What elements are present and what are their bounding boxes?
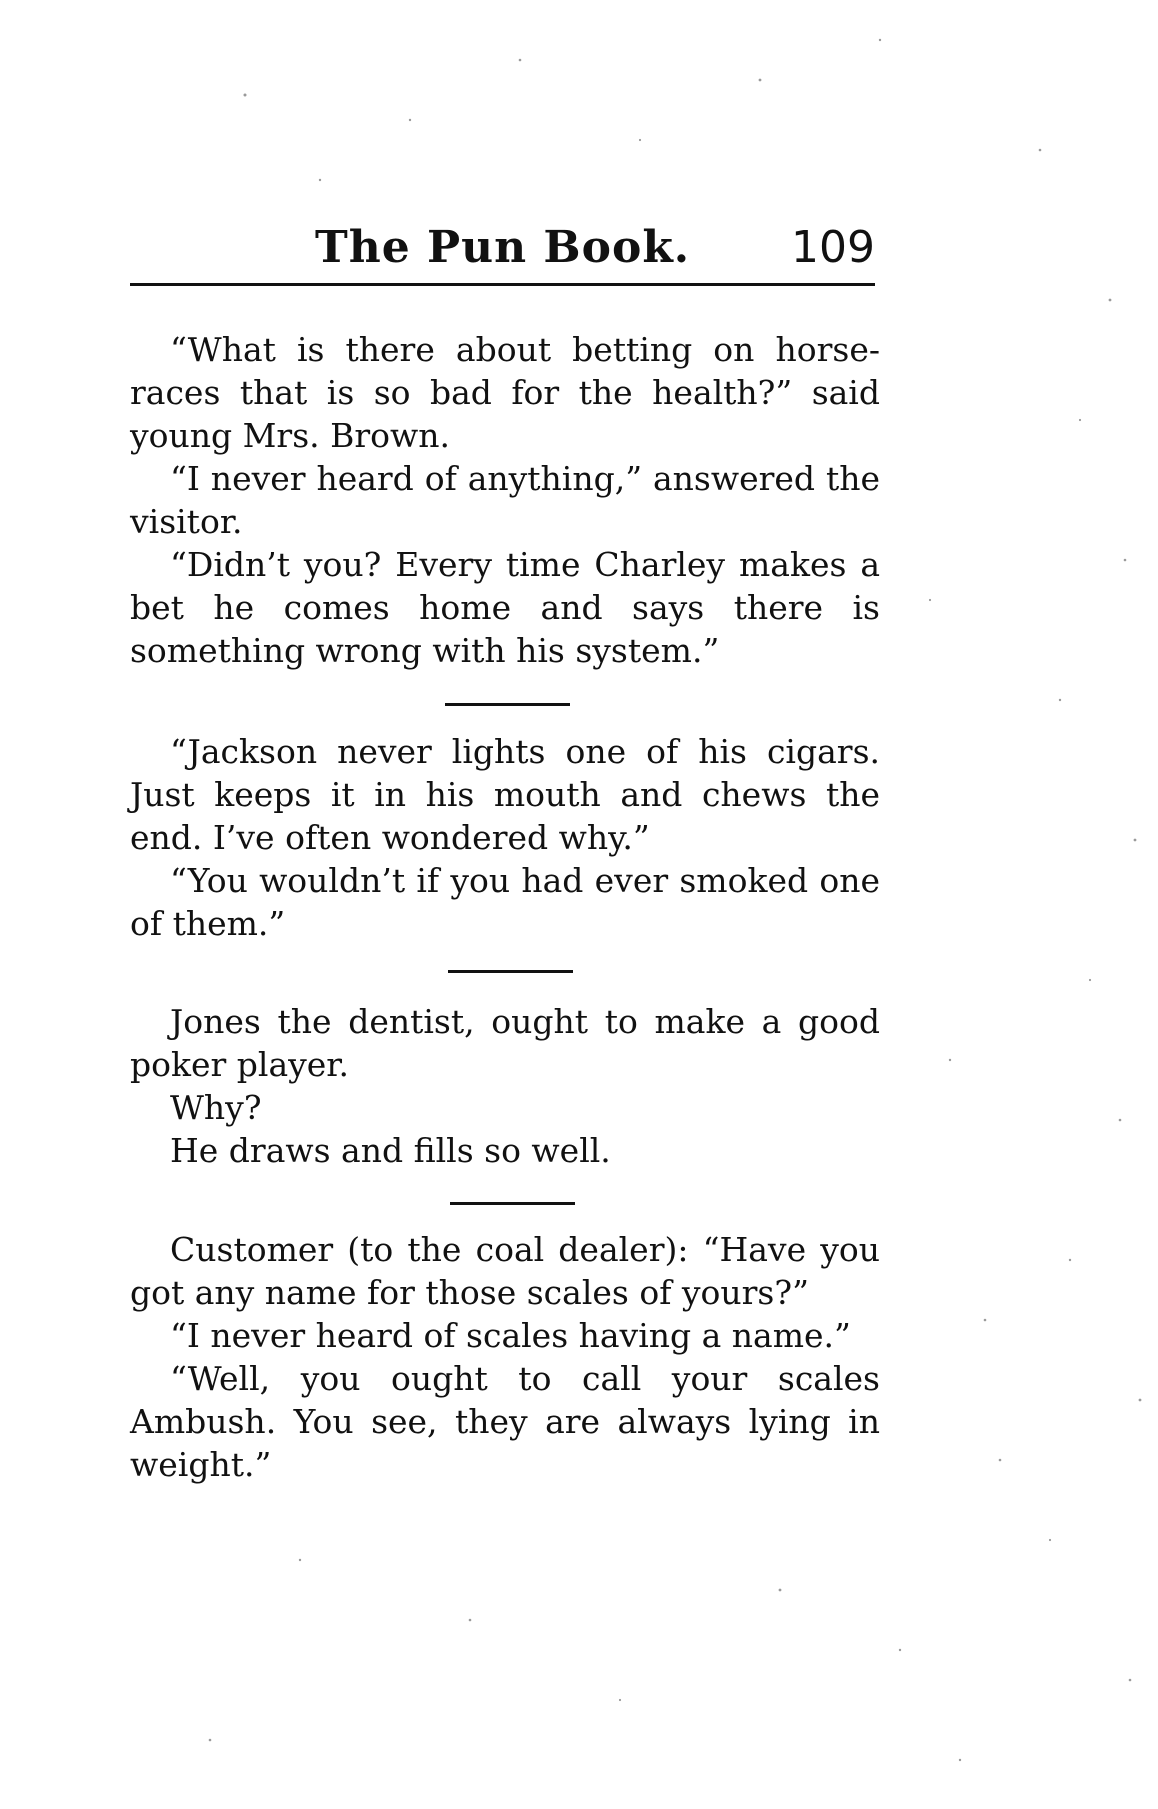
paragraph: He draws and fills so well.	[170, 1131, 611, 1170]
paragraph: “Well, you ought to call your scales Ambush. You see, they are always lying in weight.”	[130, 1359, 880, 1484]
paragraph: “Didn’t you? Every time Charley makes a bet he comes home and says there is something wrong with his system.”	[130, 545, 880, 670]
paragraph: Why?	[170, 1088, 262, 1127]
joke-2	[130, 730, 880, 945]
paragraph: Jones the dentist, ought to make a good poker player.	[130, 1002, 880, 1084]
paragraph: “What is there about betting on horse-races that is so bad for the health?” said young Mrs. Brown.	[130, 330, 880, 455]
section-divider	[450, 1202, 575, 1205]
paragraph: Customer (to the coal dealer): “Have you got any name for those scales of yours?”	[130, 1230, 880, 1312]
section-divider	[445, 703, 570, 706]
joke-3	[130, 1000, 880, 1172]
running-title: The Pun Book.	[315, 222, 691, 273]
paragraph: “I never heard of anything,” answered the visitor.	[130, 459, 880, 541]
paragraph: “Jackson never lights one of his cigars. Just keeps it in his mouth and chews the end. I’ve often wondered why.”	[130, 732, 880, 857]
paragraph: “I never heard of scales having a name.”	[170, 1316, 851, 1355]
joke-4	[130, 1228, 880, 1486]
page-header	[130, 218, 875, 278]
section-divider	[448, 970, 573, 973]
page-number: 109	[791, 222, 875, 273]
header-rule	[130, 283, 875, 286]
joke-1	[130, 328, 880, 672]
paragraph: “You wouldn’t if you had ever smoked one of them.”	[130, 861, 880, 943]
